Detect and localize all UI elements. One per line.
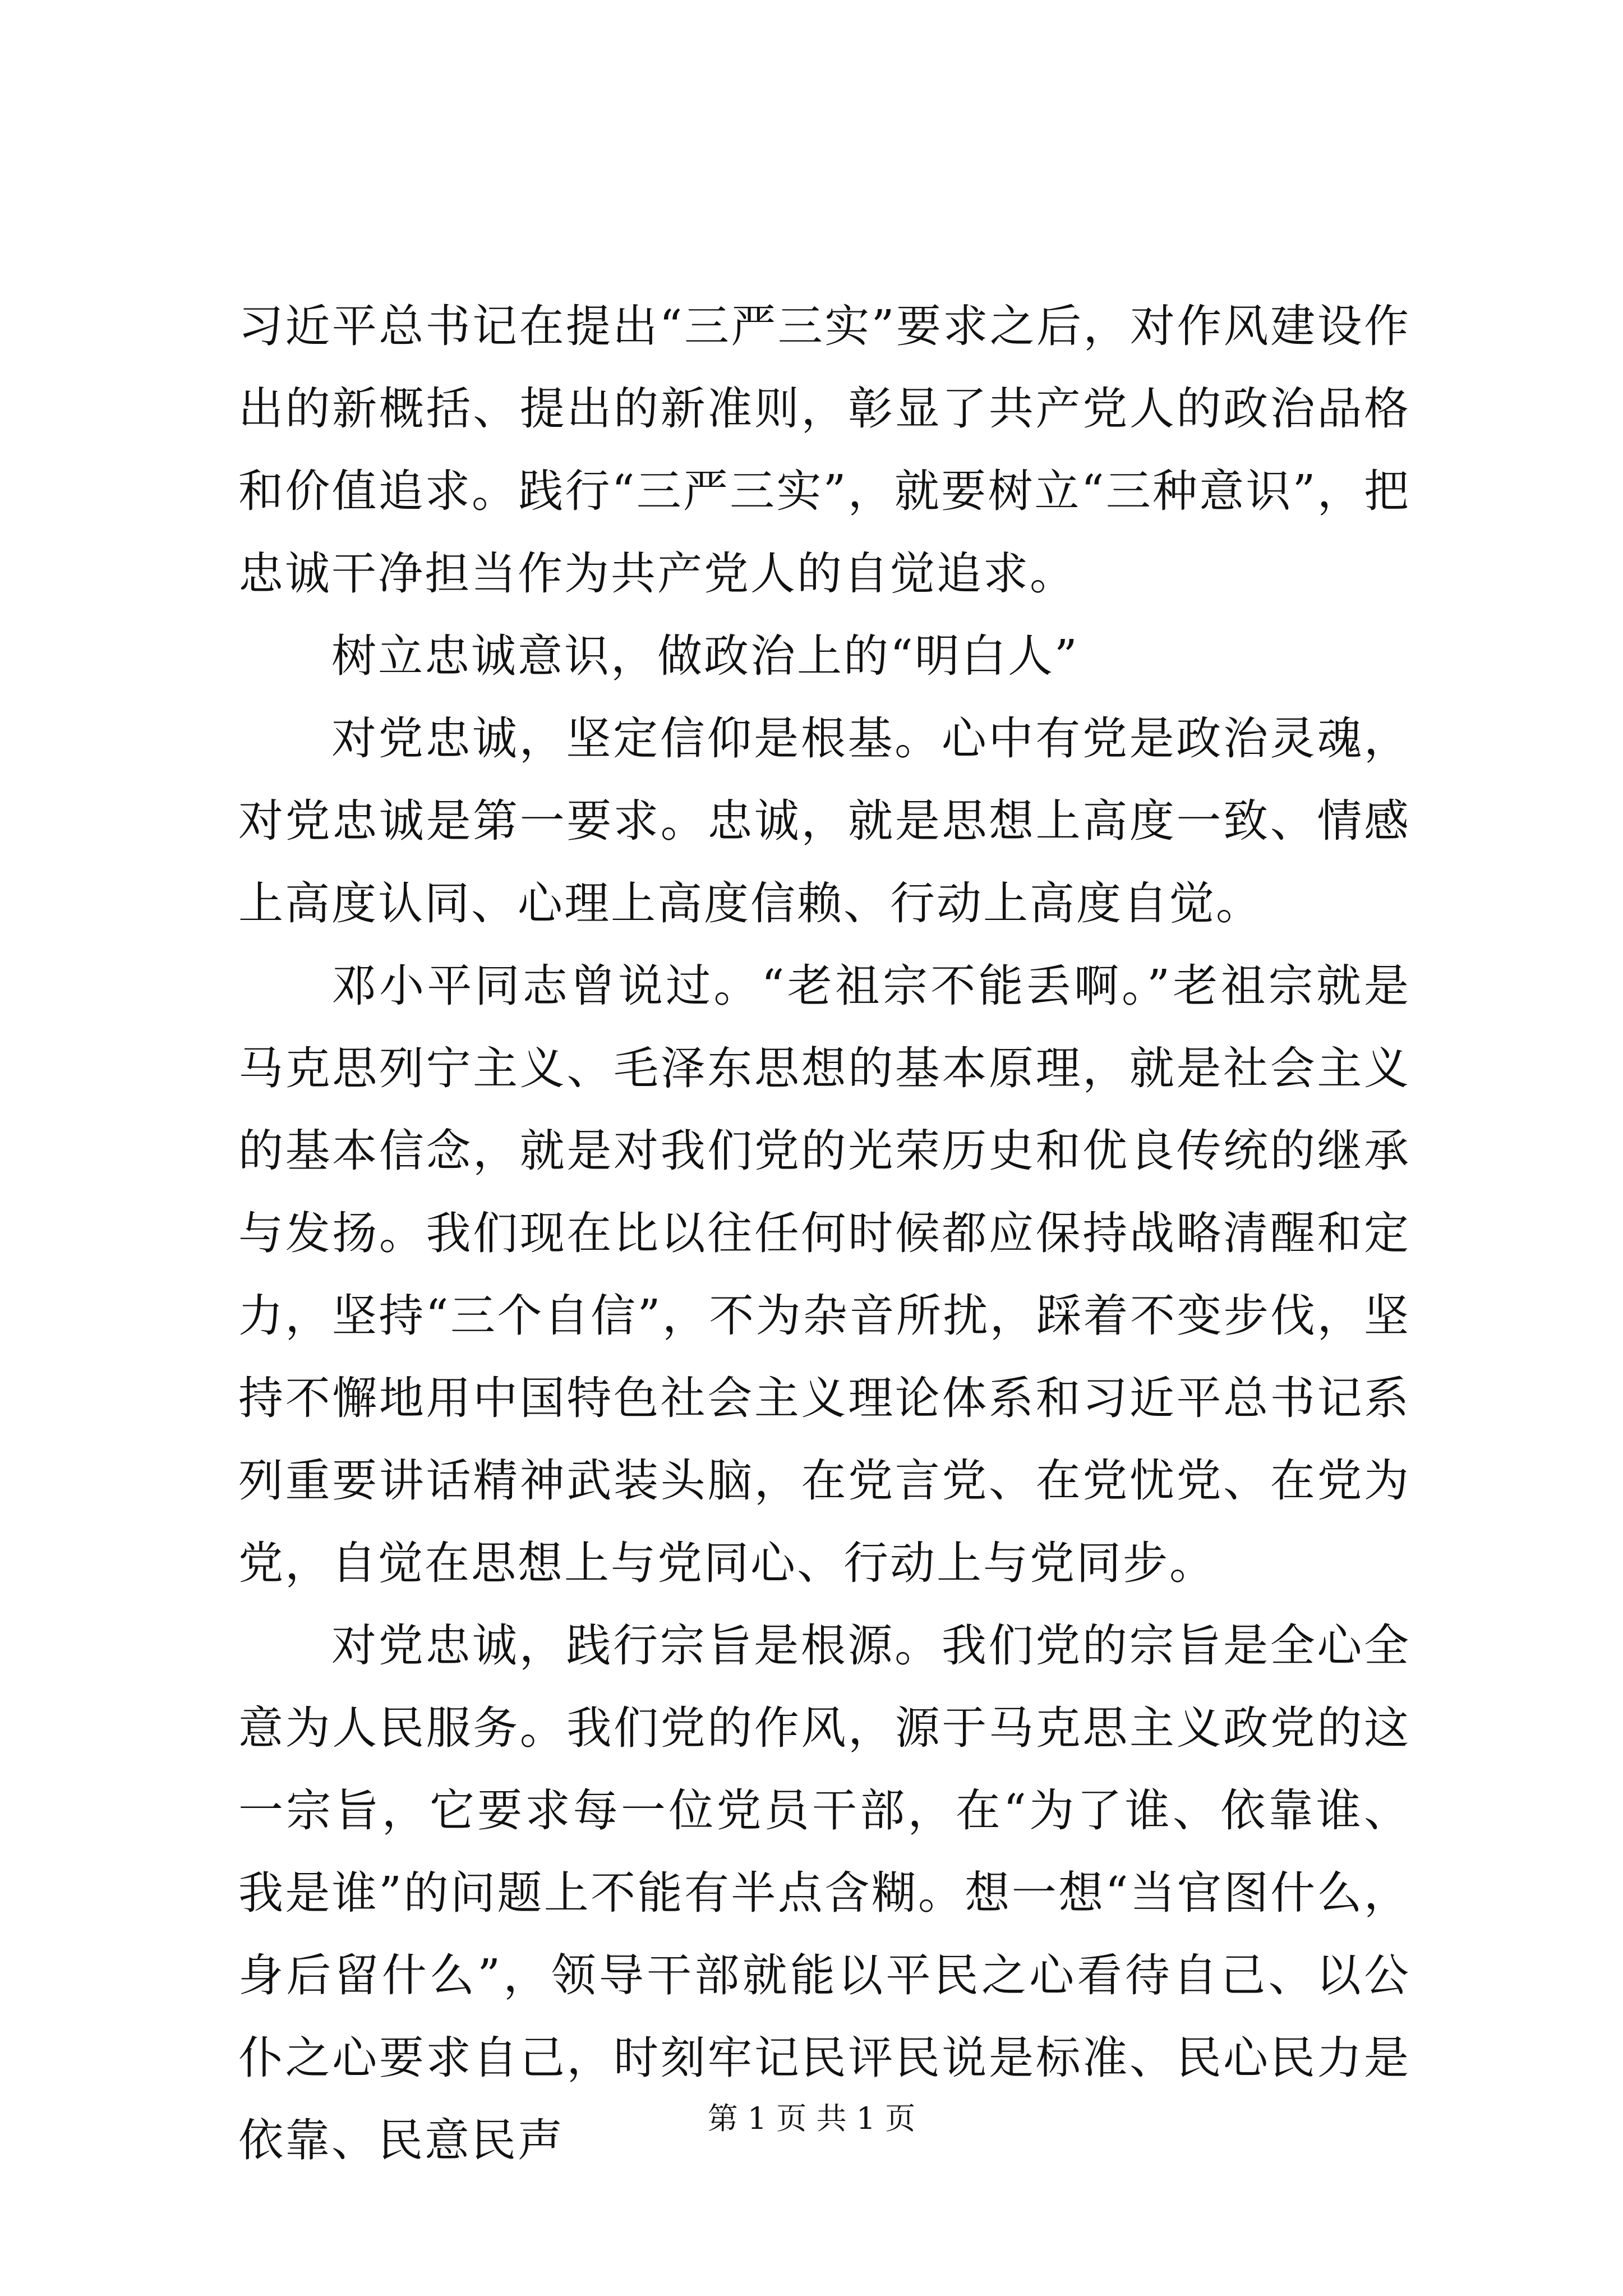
paragraph-loyalty-belief: 对党忠诚，坚定信仰是根基。心中有党是政治灵魂，对党忠诚是第一要求。忠诚，就是思想上高度一致、情感上高度认同、心理上高度信赖、行动上高度自觉。 bbox=[238, 712, 1410, 930]
page-footer: 第 1 页 共 1 页 bbox=[707, 2101, 916, 2136]
paragraph-intro: 习近平总书记在提出“三严三实”要求之后，对作风建设作出的新概括、提出的新准则，彰显了共产党人的政治品格和价值追求。践行“三严三实”，就要树立“三种意识”，把忠诚干净担当作为共产党人的自觉追求。 bbox=[238, 300, 1410, 600]
paragraph-purpose: 对党忠诚，践行宗旨是根源。我们党的宗旨是全心全意为人民服务。我们党的作风，源于马克思主义政党的这一宗旨，它要求每一位党员干部，在“为了谁、依靠谁、我是谁”的问题上不能有半点含糊。想一想“当官图什么，身后留什么”，领导干部就能以平民之心看待自己、以公仆之心要求自己，时刻牢记民评民说是标准、民心民力是依靠、民意民声 bbox=[238, 1619, 1410, 2166]
document-body bbox=[238, 285, 1410, 2182]
paragraph-deng-quote: 邓小平同志曾说过。“老祖宗不能丢啊。”老祖宗就是马克思列宁主义、毛泽东思想的基本原理，就是社会主义的基本信念，就是对我们党的光荣历史和优良传统的继承与发扬。我们现在比以往任何时候都应保持战略清醒和定力，坚持“三个自信”，不为杂音所扰，踩着不变步伐，坚持不懈地用中国特色社会主义理论体系和习近平总书记系列重要讲话精神武装头脑，在党言党、在党忧党、在党为党，自觉在思想上与党同心、行动上与党同步。 bbox=[238, 960, 1410, 1589]
section-heading: 树立忠诚意识，做政治上的“明白人” bbox=[331, 630, 1079, 682]
